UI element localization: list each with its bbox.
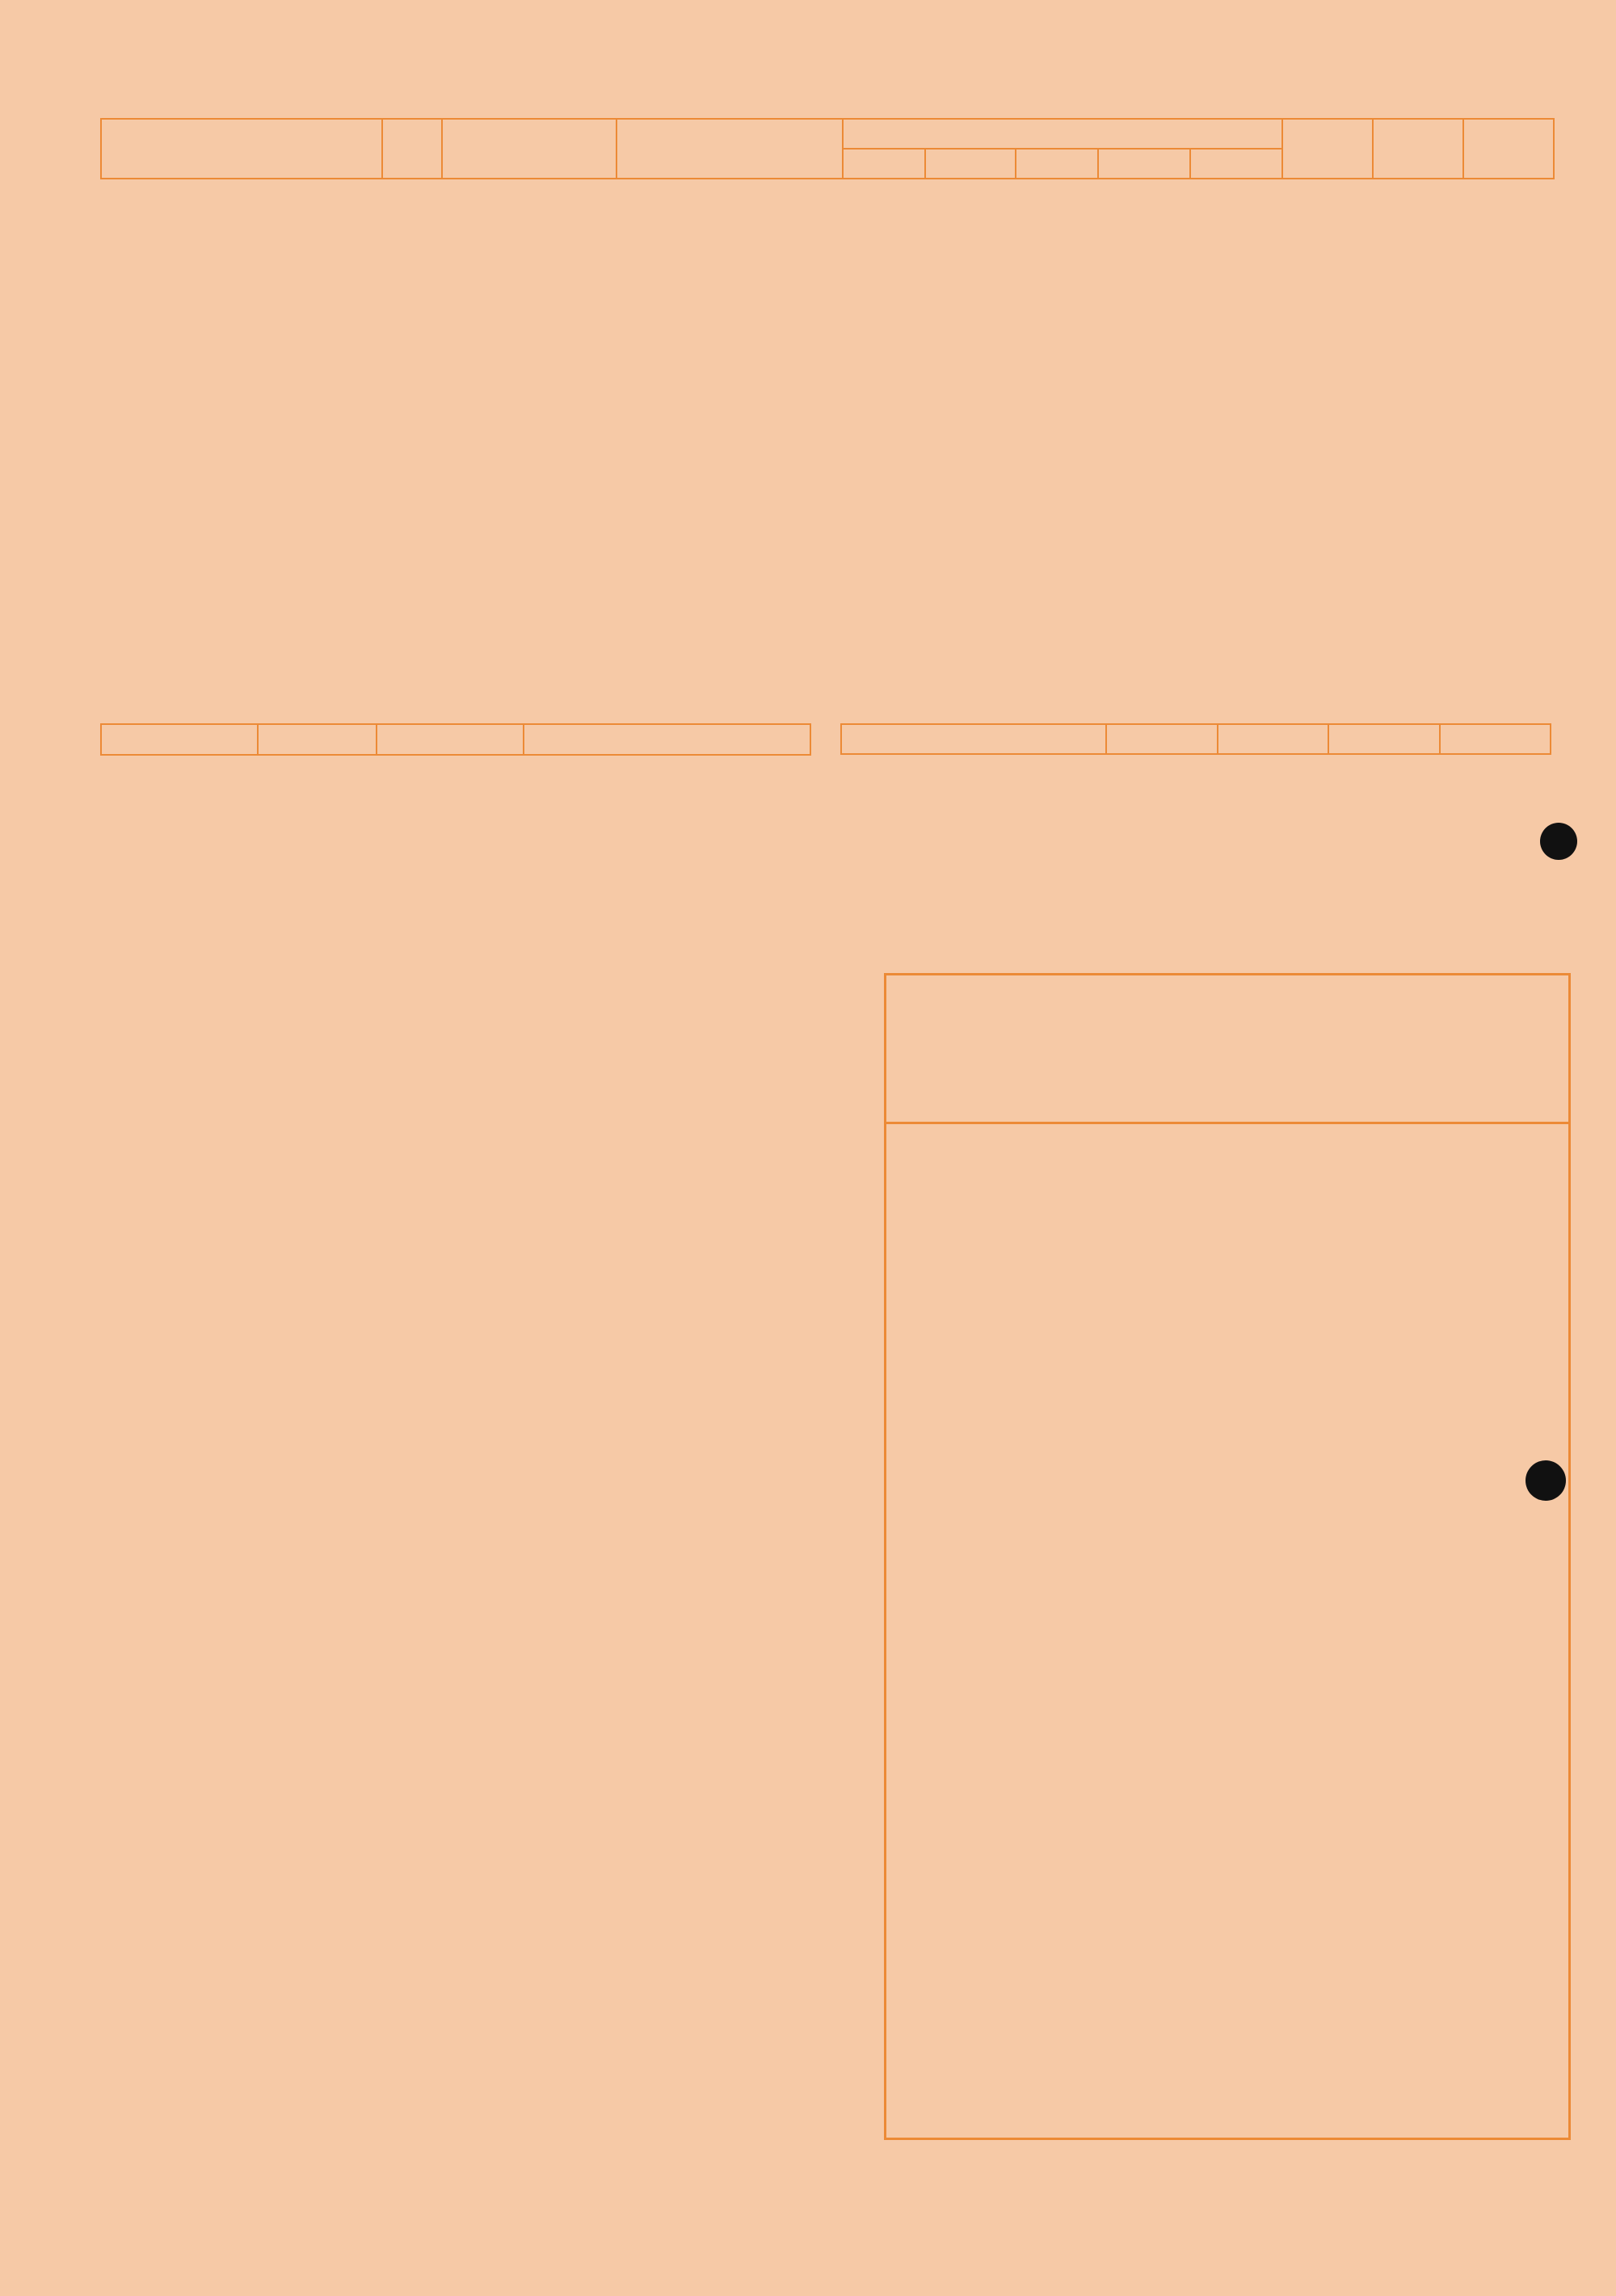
precip-map [905,1131,1551,2125]
col-hoehe [382,119,442,179]
col-station [101,119,382,179]
precip-divider [884,1122,1568,1124]
col-erdboden [841,724,1106,754]
col-nieder [1373,119,1463,179]
col-soil-50 [1328,724,1440,754]
col-soil-20 [1218,724,1329,754]
col-luftdruck [101,724,258,755]
punch-hole-1 [1540,823,1577,860]
col-press-mm [377,724,524,755]
col-press-sea [524,724,810,755]
col-temperatur [843,119,1282,149]
soil-table [840,723,1551,755]
col-press-hoehe [258,724,377,755]
col-7uhr [843,149,925,179]
aerology-chart [65,1148,856,2158]
col-tiefst-2m [1098,149,1190,179]
col-soil-10 [1106,724,1218,754]
col-mittel [1016,149,1098,179]
pressure-table [100,723,811,756]
col-wind [617,119,843,179]
col-wetter [442,119,617,179]
col-schnee [1463,119,1554,179]
col-sonne [1282,119,1373,179]
station-table [100,118,1555,179]
punch-hole-2 [1526,1460,1566,1501]
col-soil-100 [1440,724,1551,754]
col-hoechste [925,149,1016,179]
col-tiefst-boden [1190,149,1282,179]
